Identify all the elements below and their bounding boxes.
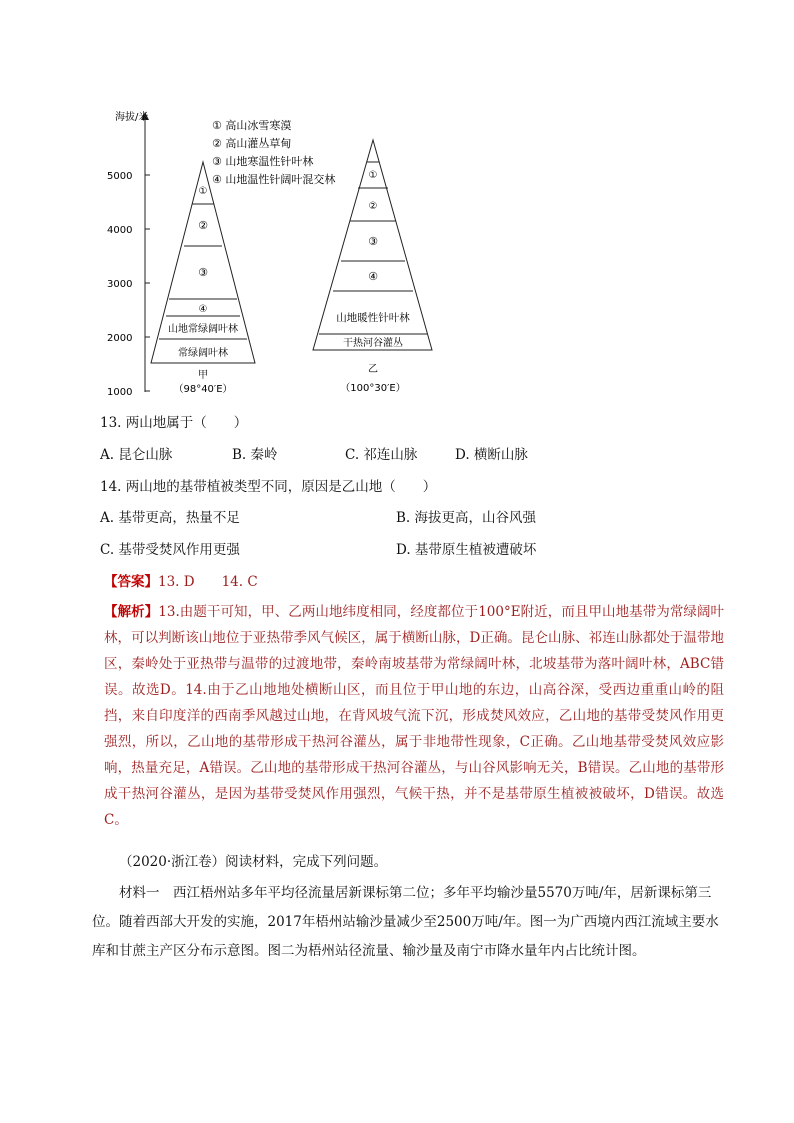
material-one: 材料一 西江梧州站多年平均径流量居新课标第二位；多年平均输沙量5570万吨/年，居新课标第三位。随着西部大开发的实施，2017年梧州站输沙量减少至2500万吨/年。图一为广西境内西江流域主要水库和甘蔗主产区分布示意图。图二为梧州站径流量、输沙量及南宁市降水量年内占比统计图。 [92, 885, 719, 959]
zone-label: 常绿阔叶林 [178, 348, 228, 359]
question-14-stem: 14. 两山地的基带植被类型不同，原因是乙山地（ ） [100, 479, 437, 495]
question-13-options [100, 445, 660, 465]
analysis-block [104, 599, 724, 833]
q14-option-b: B. 海拔更高，山谷风强 [396, 510, 537, 526]
mountain-a [151, 162, 255, 395]
mountain-name: 甲 [198, 370, 208, 381]
question-14-options-row2 [100, 540, 660, 560]
zone-label: ④ [368, 270, 378, 283]
answer-line [104, 572, 258, 592]
vegetation-zone-figure [95, 100, 455, 400]
legend-item: ② 高山灌丛草甸 [212, 137, 292, 150]
answer-label: 【答案】 [104, 574, 158, 590]
question-14-options-row1 [100, 508, 660, 528]
y-tick: 2000 [107, 333, 133, 344]
zone-label: ③ [198, 266, 208, 279]
y-tick: 3000 [107, 279, 133, 290]
zone-label: ① [368, 170, 378, 181]
answer-values: 13. D 14. C [158, 574, 258, 590]
q14-option-d: D. 基带原生植被遭破坏 [396, 542, 537, 558]
mountain-name: 乙 [368, 364, 378, 375]
y-axis-title: 海拔/米 [115, 112, 149, 123]
q14-option-a: A. 基带更高，热量不足 [100, 510, 240, 526]
problem-intro: （2020·浙江卷）阅读材料，完成下列问题。 [119, 854, 388, 870]
analysis-text: 13.由题干可知，甲、乙两山地纬度相同，经度都位于100°E附近，而且甲山地基带为常绿阔叶林，可以判断该山地位于亚热带季风气候区，属于横断山脉，D正确。昆仑山脉、祁连山脉都处于温带地区，秦岭处于亚热带与温带的过渡地带，秦岭南坡基带为常绿阔叶林，北坡基带为落叶阔叶林，ABC错误。故选D。14.由于乙山地地处横断山区，而且位于甲山地的东边，山高谷深，受西边重重山岭的阻挡，来自印度洋的西南季风越过山地，在背风坡气流下沉，形成焚风效应，乙山地的基带受焚风作用更强烈，所以，乙山地的基带形成干热河谷灌丛，属于非地带性现象，C正确。乙山地基带受焚风效应影响，热量充足，A错误。乙山地的基带形成干热河谷灌丛，与山谷风影响无关，B错误。乙山地的基带形成干热河谷灌丛，是因为基带受焚风作用强烈，气候干热，并不是基带原生植被被破坏，D错误。故选C。 [104, 604, 725, 828]
q13-option-d: D. 横断山脉 [455, 447, 528, 463]
y-tick: 5000 [107, 171, 133, 182]
zone-label: 干热河谷灌丛 [343, 338, 403, 349]
q13-option-c: C. 祁连山脉 [345, 447, 418, 463]
mountain-coord: （98°40′E） [173, 384, 233, 395]
zone-label: 山地常绿阔叶林 [168, 324, 238, 335]
zone-label: ② [368, 201, 378, 212]
legend-item: ① 高山冰雪寒漠 [212, 119, 292, 132]
legend-item: ④ 山地温性针阔叶混交林 [212, 173, 336, 186]
zone-label: ④ [198, 304, 208, 315]
zone-label: 山地暖性针叶林 [336, 312, 410, 324]
zone-label: ② [198, 219, 208, 232]
q13-option-b: B. 秦岭 [232, 447, 278, 463]
legend-item: ③ 山地寒温性针叶林 [212, 155, 314, 168]
analysis-label: 【解析】 [104, 604, 159, 620]
q13-option-a: A. 昆仑山脉 [100, 447, 173, 463]
y-tick: 1000 [107, 387, 133, 398]
mountain-coord: （100°30′E） [340, 383, 406, 394]
q14-option-c: C. 基带受焚风作用更强 [100, 542, 240, 558]
y-tick: 4000 [107, 225, 133, 236]
zone-label: ① [198, 186, 208, 197]
question-13-stem: 13. 两山地属于（ ） [100, 415, 248, 431]
zone-label: ③ [368, 235, 378, 248]
